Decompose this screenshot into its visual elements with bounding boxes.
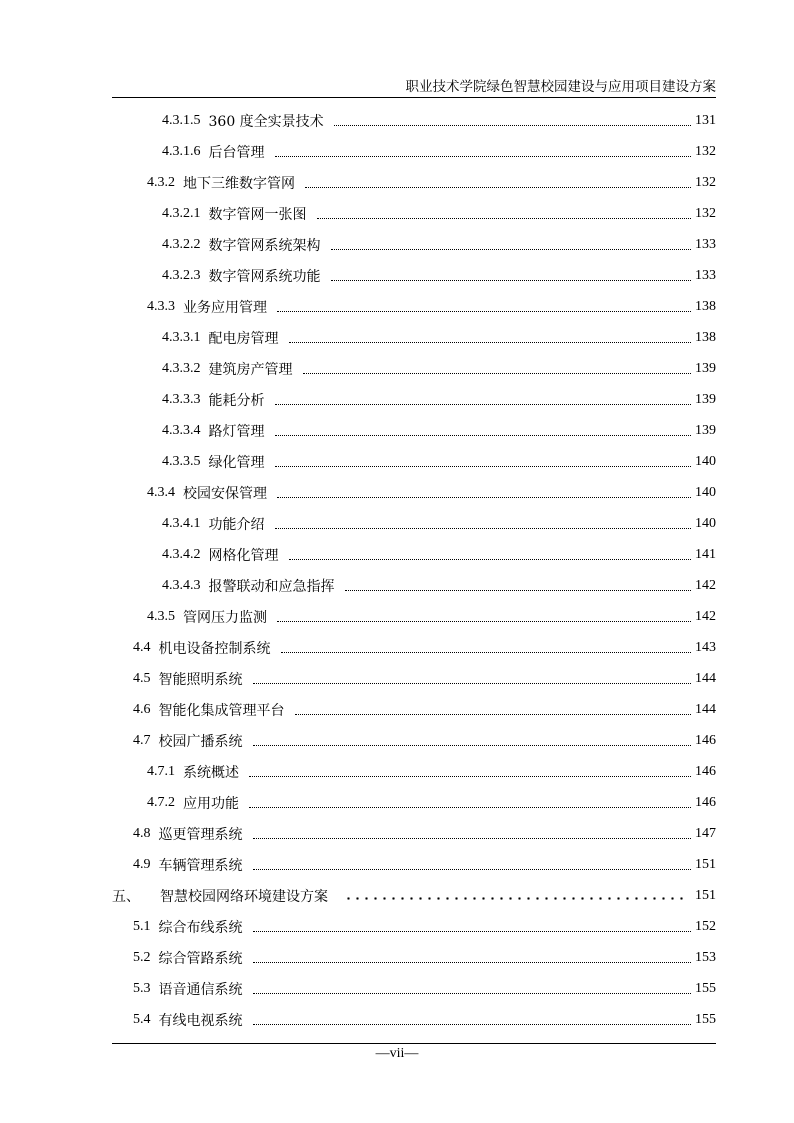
toc-entry-number: 5.4 bbox=[133, 1011, 151, 1027]
toc-entry-page: 152 bbox=[695, 918, 716, 934]
toc-leader-dots bbox=[303, 372, 692, 374]
toc-leader-dots bbox=[253, 837, 692, 839]
toc-entry-page: 131 bbox=[695, 112, 716, 128]
toc-leader-dots bbox=[253, 682, 692, 684]
toc-entry-title: 巡更管理系统 bbox=[158, 826, 243, 843]
toc-entry-number: 4.3.3.3 bbox=[162, 391, 201, 407]
toc-entry-page: 140 bbox=[695, 515, 716, 531]
toc-entry[interactable] bbox=[147, 477, 716, 508]
toc-leader-dots bbox=[275, 155, 692, 157]
toc-entry-page: 139 bbox=[695, 391, 716, 407]
toc-entry[interactable] bbox=[133, 663, 716, 694]
toc-leader-dots bbox=[253, 1023, 692, 1025]
toc-entry-page: 147 bbox=[695, 825, 716, 841]
toc-entry-title: 配电房管理 bbox=[208, 330, 279, 347]
toc-entry-number: 4.3.4 bbox=[147, 484, 175, 500]
toc-entry[interactable] bbox=[147, 756, 716, 787]
toc-leader-dots bbox=[253, 868, 692, 870]
toc-entry-page: 132 bbox=[695, 143, 716, 159]
toc-leader-dots bbox=[289, 558, 692, 560]
toc-entry-number: 4.4 bbox=[133, 639, 151, 655]
toc-entry-number: 4.3.4.2 bbox=[162, 546, 201, 562]
toc-entry-number: 5.3 bbox=[133, 980, 151, 996]
toc-entry[interactable] bbox=[133, 973, 716, 1004]
toc-entry-page: 133 bbox=[695, 267, 716, 283]
toc-entry-number: 4.6 bbox=[133, 701, 151, 717]
toc-leader-dots bbox=[253, 961, 692, 963]
toc-entry-page: 132 bbox=[695, 205, 716, 221]
toc-entry-title: 有线电视系统 bbox=[158, 1012, 243, 1029]
toc-entry-title: 数字管网系统功能 bbox=[208, 268, 321, 285]
header-rule bbox=[112, 97, 716, 98]
toc-entry[interactable] bbox=[162, 539, 716, 570]
toc-entry[interactable] bbox=[162, 260, 716, 291]
toc-entry-title: 业务应用管理 bbox=[183, 299, 267, 316]
toc-entry-number: 5.1 bbox=[133, 918, 151, 934]
toc-entry-number: 4.3.1.5 bbox=[162, 112, 201, 128]
toc-entry[interactable] bbox=[162, 508, 716, 539]
toc-entry-number: 5.2 bbox=[133, 949, 151, 965]
toc-leader-dots bbox=[345, 589, 692, 591]
toc-entry[interactable] bbox=[133, 694, 716, 725]
toc-leader-dots bbox=[334, 124, 691, 126]
toc-entry-number: 4.5 bbox=[133, 670, 151, 686]
toc-entry-title: 绿化管理 bbox=[208, 454, 265, 471]
toc-entry-title: 能耗分析 bbox=[208, 392, 265, 409]
toc-entry[interactable] bbox=[162, 446, 716, 477]
toc-entry-page: 146 bbox=[695, 732, 716, 748]
toc-entry-title: 系统概述 bbox=[183, 764, 239, 781]
toc-entry[interactable] bbox=[133, 818, 716, 849]
toc-entry-page: 132 bbox=[695, 174, 716, 190]
toc-leader-dots bbox=[275, 465, 692, 467]
toc-entry-page: 142 bbox=[695, 608, 716, 624]
toc-entry-title: 校园广播系统 bbox=[158, 733, 243, 750]
toc-leader-dots bbox=[331, 248, 692, 250]
toc-entry[interactable] bbox=[162, 353, 716, 384]
running-header: 职业技术学院绿色智慧校园建设与应用项目建设方案 bbox=[405, 79, 716, 95]
toc-leader-dots bbox=[277, 496, 691, 498]
toc-entry-number: 4.3.2 bbox=[147, 174, 175, 190]
toc-entry-number: 4.3.2.3 bbox=[162, 267, 201, 283]
toc-entry[interactable] bbox=[147, 601, 716, 632]
toc-entry-page: 146 bbox=[695, 794, 716, 810]
toc-leader-dots bbox=[253, 992, 692, 994]
toc-entry[interactable] bbox=[162, 229, 716, 260]
toc-entry-title: 智能照明系统 bbox=[158, 671, 243, 688]
toc-entry-title: 校园安保管理 bbox=[183, 485, 267, 502]
toc-leader-dots bbox=[275, 527, 692, 529]
toc-entry-title: 网格化管理 bbox=[208, 547, 279, 564]
toc-entry-page: 155 bbox=[695, 1011, 716, 1027]
toc-entry-page: 142 bbox=[695, 577, 716, 593]
toc-leader-dots bbox=[249, 775, 691, 777]
toc-entry[interactable] bbox=[133, 849, 716, 880]
toc-entry-title: 车辆管理系统 bbox=[158, 857, 243, 874]
toc-entry-title: 路灯管理 bbox=[208, 423, 265, 440]
toc-entry-number: 4.3.4.1 bbox=[162, 515, 201, 531]
toc-entry-number: 4.8 bbox=[133, 825, 151, 841]
toc-entry-title: 管网压力监测 bbox=[183, 609, 267, 626]
toc-entry-title: 应用功能 bbox=[183, 795, 239, 812]
toc-entry-page: 146 bbox=[695, 763, 716, 779]
toc-entry[interactable] bbox=[133, 1004, 716, 1035]
toc-entry-page: 133 bbox=[695, 236, 716, 252]
toc-entry-number: 五、 bbox=[112, 889, 140, 905]
toc-entry-number: 4.3.1.6 bbox=[162, 143, 201, 159]
toc-entry[interactable] bbox=[112, 880, 716, 911]
toc-leader-dots bbox=[275, 403, 692, 405]
toc-leader-dots bbox=[305, 186, 691, 188]
toc-leader-dots bbox=[275, 434, 692, 436]
toc-entry[interactable] bbox=[162, 415, 716, 446]
toc-entry-number: 4.3.3.5 bbox=[162, 453, 201, 469]
toc-leader-dots bbox=[253, 930, 692, 932]
toc-entry[interactable] bbox=[147, 291, 716, 322]
toc-entry[interactable] bbox=[133, 725, 716, 756]
toc-entry-number: 4.7 bbox=[133, 732, 151, 748]
toc-leader-dots bbox=[331, 279, 692, 281]
toc-entry-number: 4.3.3.2 bbox=[162, 360, 201, 376]
toc-entry-number: 4.3.3.4 bbox=[162, 422, 201, 438]
toc-leader-dots bbox=[289, 341, 692, 343]
toc-entry-title: 智慧校园网络环境建设方案 bbox=[160, 888, 328, 905]
toc-entry-page: 153 bbox=[695, 949, 716, 965]
toc-entry-title: 语音通信系统 bbox=[158, 981, 243, 998]
toc-entry[interactable] bbox=[133, 632, 716, 663]
toc-entry-number: 4.3.3 bbox=[147, 298, 175, 314]
page-number: —vii— bbox=[375, 1046, 419, 1061]
toc-entry-title: 机电设备控制系统 bbox=[158, 640, 271, 657]
toc-entry[interactable] bbox=[162, 105, 716, 136]
toc-entry-number: 4.7.1 bbox=[147, 763, 175, 779]
toc-entry-title: 智能化集成管理平台 bbox=[158, 702, 285, 719]
toc-entry[interactable] bbox=[147, 787, 716, 818]
toc-entry-number: 4.3.4.3 bbox=[162, 577, 201, 593]
toc-entry-title: 功能介绍 bbox=[208, 516, 265, 533]
footer-rule bbox=[112, 1043, 716, 1044]
toc-leader-dots bbox=[317, 217, 692, 219]
toc-entry-title: 报警联动和应急指挥 bbox=[208, 578, 335, 595]
toc-entry-page: 144 bbox=[695, 701, 716, 717]
toc-entry[interactable] bbox=[133, 942, 716, 973]
toc-leader-dots bbox=[277, 310, 691, 312]
toc-entry[interactable] bbox=[147, 167, 716, 198]
toc-entry-page: 151 bbox=[695, 856, 716, 872]
toc-entry-number: 4.9 bbox=[133, 856, 151, 872]
toc-entry-title: 数字管网一张图 bbox=[208, 206, 307, 223]
toc-entry-page: 151 bbox=[695, 887, 716, 903]
toc-entry-page: 143 bbox=[695, 639, 716, 655]
toc-entry-number: 4.3.5 bbox=[147, 608, 175, 624]
toc-leader-dots bbox=[344, 897, 683, 900]
toc-entry-title: 建筑房产管理 bbox=[208, 361, 293, 378]
toc-entry-page: 139 bbox=[695, 422, 716, 438]
toc-entry-title: 综合管路系统 bbox=[158, 950, 243, 967]
toc-leader-dots bbox=[281, 651, 692, 653]
toc-entry[interactable] bbox=[162, 198, 716, 229]
toc-entry-title: 后台管理 bbox=[208, 144, 265, 161]
toc-entry-page: 155 bbox=[695, 980, 716, 996]
toc-entry[interactable] bbox=[162, 136, 716, 167]
toc-leader-dots bbox=[249, 806, 691, 808]
toc-leader-dots bbox=[295, 713, 692, 715]
toc-entry-number: 4.3.2.1 bbox=[162, 205, 201, 221]
toc-entry-page: 141 bbox=[695, 546, 716, 562]
toc-leader-dots bbox=[253, 744, 692, 746]
toc-entry-page: 140 bbox=[695, 453, 716, 469]
toc-entry-page: 139 bbox=[695, 360, 716, 376]
toc-entry-number: 4.7.2 bbox=[147, 794, 175, 810]
toc-entry-page: 140 bbox=[695, 484, 716, 500]
toc-entry-page: 138 bbox=[695, 298, 716, 314]
toc-entry-page: 144 bbox=[695, 670, 716, 686]
toc-entry-title: 数字管网系统架构 bbox=[208, 237, 321, 254]
toc-entry-number: 4.3.3.1 bbox=[162, 329, 201, 345]
toc-entry-title: 360 度全实景技术 bbox=[208, 113, 324, 130]
toc-entry-number: 4.3.2.2 bbox=[162, 236, 201, 252]
toc-entry[interactable] bbox=[162, 384, 716, 415]
toc-leader-dots bbox=[277, 620, 691, 622]
toc-entry[interactable] bbox=[162, 570, 716, 601]
toc-entry-title: 地下三维数字管网 bbox=[183, 175, 295, 192]
toc-entry[interactable] bbox=[133, 911, 716, 942]
toc-entry-title: 综合布线系统 bbox=[158, 919, 243, 936]
toc-entry[interactable] bbox=[162, 322, 716, 353]
toc-entry-page: 138 bbox=[695, 329, 716, 345]
